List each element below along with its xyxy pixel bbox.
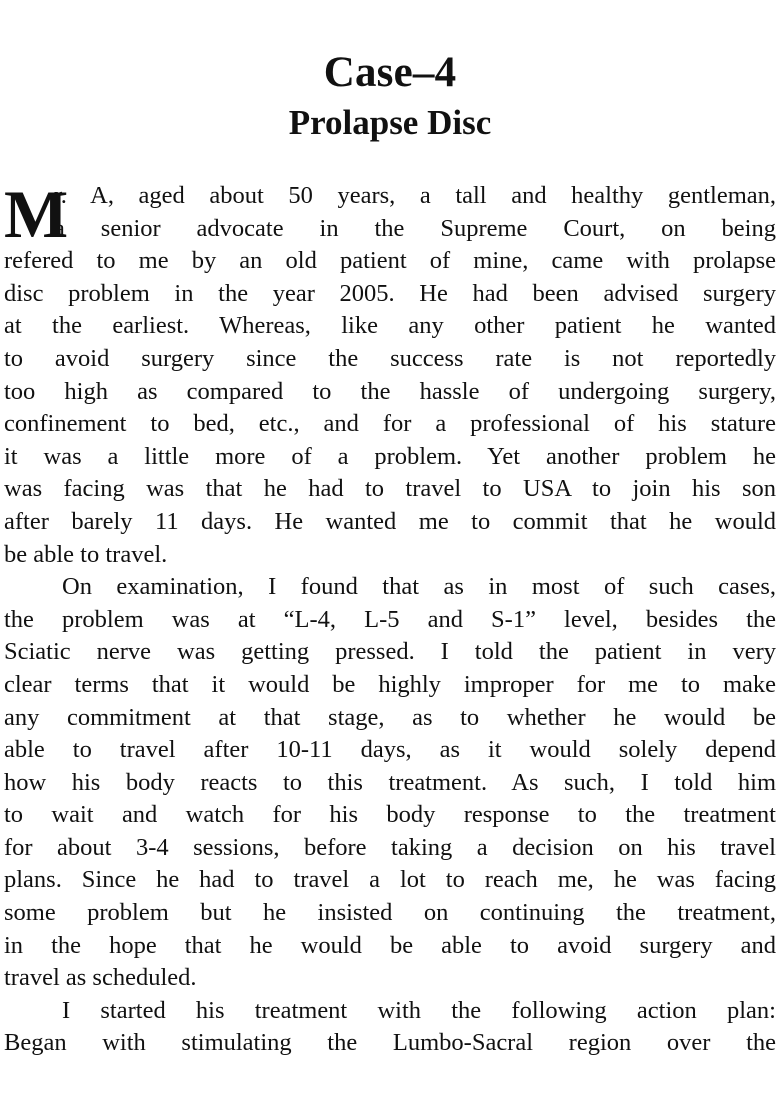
text-line: clear terms that it would be highly improper for me to make xyxy=(4,670,776,698)
text-line: On examination, I found that as in most of such cases, xyxy=(62,573,776,601)
drop-cap: M xyxy=(4,176,69,252)
text-line: some problem but he insisted on continuing the treatment, xyxy=(4,899,776,927)
text-line: plans. Since he had to travel a lot to reach me, he was facing xyxy=(4,866,776,894)
text-line: refered to me by an old patient of mine, came with prolapse xyxy=(4,247,776,275)
text-line: to wait and watch for his body response to the treatment xyxy=(4,801,776,829)
paragraph-3 xyxy=(4,995,776,1060)
text-line: be able to travel. xyxy=(4,540,168,568)
text-line: after barely 11 days. He wanted me to commit that he would xyxy=(4,507,776,535)
body-text xyxy=(4,176,776,1060)
case-title-heading: Prolapse Disc xyxy=(288,103,492,142)
text-line: in the hope that he would be able to avoid surgery and xyxy=(4,931,776,959)
text-line: disc problem in the year 2005. He had been advised surgery xyxy=(4,279,776,307)
text-line: Sciatic nerve was getting pressed. I told the patient in very xyxy=(4,638,776,666)
paragraph-1 xyxy=(4,176,776,571)
text-line: confinement to bed, etc., and for a professional of his stature xyxy=(4,410,776,438)
text-line: I started his treatment with the following action plan: xyxy=(62,996,776,1024)
paragraph-2 xyxy=(4,571,776,995)
text-line: able to travel after 10-11 days, as it would solely depend xyxy=(4,736,776,764)
text-line: any commitment at that stage, as to whether he would be xyxy=(4,703,776,731)
text-line: travel as scheduled. xyxy=(4,964,197,992)
text-line: the problem was at “L-4, L-5 and S-1” level, besides the xyxy=(4,605,776,633)
text-line: was facing was that he had to travel to USA to join his son xyxy=(4,475,776,503)
text-line: for about 3-4 sessions, before taking a decision on his travel xyxy=(4,833,776,861)
case-number-heading: Case–4 xyxy=(323,49,457,96)
text-line: Began with stimulating the Lumbo-Sacral region over the xyxy=(4,1029,776,1057)
text-line: it was a little more of a problem. Yet another problem he xyxy=(4,442,776,470)
text-line: r. A, aged about 50 years, a tall and healthy gentleman, xyxy=(54,182,776,209)
text-line: too high as compared to the hassle of undergoing surgery, xyxy=(4,377,776,405)
text-line: how his body reacts to this treatment. As such, I told him xyxy=(4,768,776,796)
text-line: to avoid surgery since the success rate is not reportedly xyxy=(4,344,776,372)
text-line: a senior advocate in the Supreme Court, on being xyxy=(54,214,776,242)
text-line: at the earliest. Whereas, like any other patient he wanted xyxy=(4,312,776,340)
